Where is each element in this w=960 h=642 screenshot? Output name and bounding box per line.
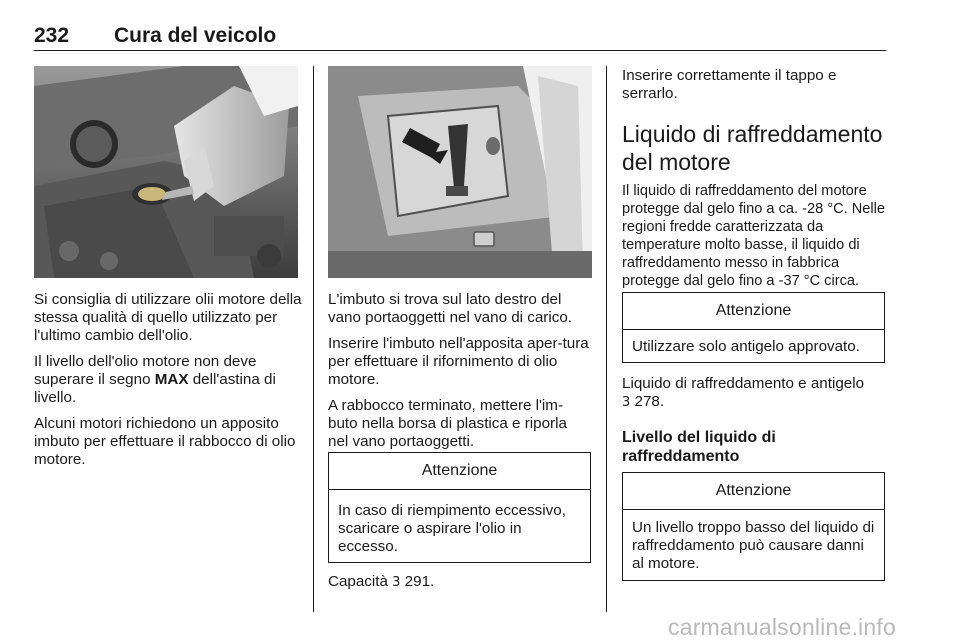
boot-funnel-location-photo xyxy=(328,66,592,278)
col3-paragraph-1: Inserire correttamente il tappo e serrarlo. xyxy=(622,67,837,102)
col1-paragraph-2: Il livello dell'olio motore non deve superare il segno MAX dell'astina di livello. xyxy=(34,353,276,406)
col3-paragraph-2: Il liquido di raffreddamento del motore protegge dal gelo fino a ca. -28 °C. Nelle regioni fredde caratterizzata da temperature molto basse, il liquido di raffreddamento messo in fabbrica protegge dal gelo fino a -37 °C circa. xyxy=(622,183,886,289)
heading-coolant: Liquido di raffreddamento del motore xyxy=(622,121,883,175)
warning-box-antifreeze xyxy=(622,292,885,363)
col1-paragraph-3: Alcuni motori richiedono un apposito imbuto per effettuare il rabbocco di olio motore. xyxy=(34,415,296,468)
cross-reference-arrow-icon: 3 xyxy=(392,575,401,590)
engine-oil-filling-photo xyxy=(34,66,298,278)
warning-box-coolant-level xyxy=(622,472,885,581)
column-3 xyxy=(622,67,886,290)
heading-coolant-level: Livello del liquido di raffreddamento xyxy=(622,429,776,465)
column-3-lower xyxy=(622,375,886,466)
warning-text: Un livello troppo basso del liquido di raffreddamento può causare danni al motore. xyxy=(632,519,875,572)
col1-paragraph-1: Si consiglia di utilizzare olii motore della stessa qualità di quello utilizzato per l'ultimo cambio dell'olio. xyxy=(34,291,302,344)
page-header xyxy=(34,24,886,50)
column-2 xyxy=(328,291,590,451)
warning-box-overfill xyxy=(328,452,591,563)
column-divider-2 xyxy=(606,66,607,612)
column-divider-1 xyxy=(313,66,314,612)
warning-text: In caso di riempimento eccessivo, scaricare o aspirare l'olio in eccesso. xyxy=(338,502,566,555)
col2-paragraph-1: L'imbuto si trova sul lato destro del vano portaoggetti nel vano di carico. xyxy=(328,291,573,326)
column-1 xyxy=(34,291,304,469)
warning-title: Attenzione xyxy=(623,473,884,510)
section-title: Cura del veicolo xyxy=(114,24,277,47)
header-rule xyxy=(34,50,886,51)
capacity-reference: Capacità 3 291. xyxy=(328,573,435,590)
col3-paragraph-3: Liquido di raffreddamento e antigelo 3 278. xyxy=(622,375,865,410)
page-number: 232 xyxy=(34,24,70,47)
col2-paragraph-3: A rabbocco terminato, mettere l'im-buto nella borsa di plastica e riporla nel vano portaoggetti. xyxy=(328,397,567,450)
col2-paragraph-2: Inserire l'imbuto nell'apposita aper-tura per effettuare il rifornimento di olio motore. xyxy=(328,335,589,388)
warning-title: Attenzione xyxy=(623,293,884,330)
watermark: carmanualsonline.info xyxy=(668,614,896,640)
warning-title: Attenzione xyxy=(329,453,590,490)
cross-reference-arrow-icon: 3 xyxy=(622,395,631,410)
warning-text: Utilizzare solo antigelo approvato. xyxy=(632,338,860,355)
max-mark: MAX xyxy=(154,371,189,388)
